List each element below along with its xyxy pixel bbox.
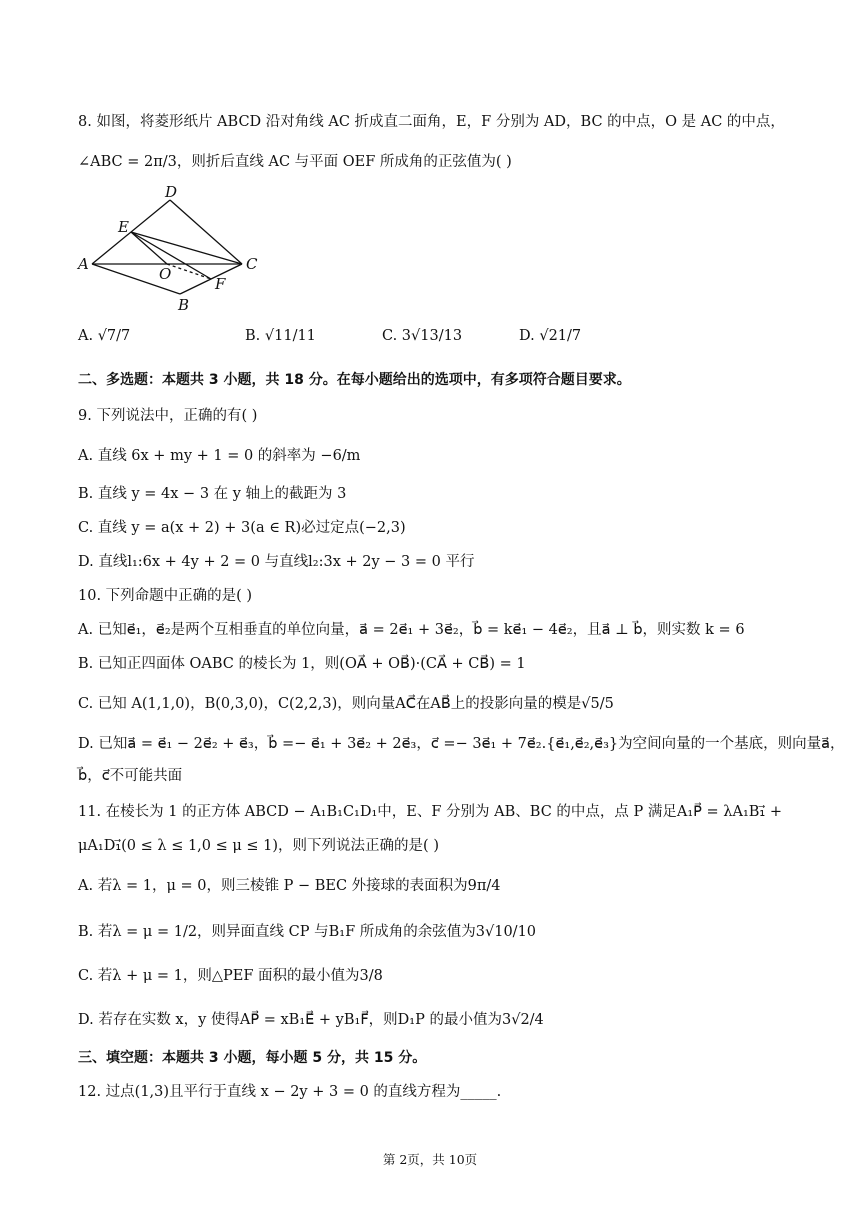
q11-option-a: A. 若λ = 1，μ = 0，则三棱锥 P − BEC 外接球的表面积为9π/4 <box>78 878 501 894</box>
edge-DC <box>170 200 242 264</box>
q9-option-d: D. 直线l₁:6x + 4y + 2 = 0 与直线l₂:3x + 2y − 3 = 0 平行 <box>78 554 475 570</box>
q8-stem-line1: 8. 如图，将菱形纸片 ABCD 沿对角线 AC 折成直二面角，E，F 分别为 AD，BC 的中点，O 是 AC 的中点， <box>78 114 785 130</box>
label-A: A <box>78 255 89 273</box>
q10-option-a: A. 已知e⃗₁，e⃗₂是两个互相垂直的单位向量，a⃗ = 2e⃗₁ + 3e⃗₂，b⃗ = ke⃗₁ − 4e⃗₂，且a⃗ ⊥ b⃗，则实数 k = 6 <box>78 622 745 638</box>
q11-option-d: D. 若存在实数 x，y 使得AP⃗ = xB₁E⃗ + yB₁F⃗，则D₁P 的最小值为3√2/4 <box>78 1012 544 1028</box>
section-3-heading: 三、填空题：本题共 3 小题，每小题 5 分，共 15 分。 <box>78 1050 427 1066</box>
label-B: B <box>178 296 190 314</box>
q10-option-c: C. 已知 A(1,1,0)，B(0,3,0)，C(2,2,3)，则向量AC⃗在AB⃗上的投影向量的模是√5/5 <box>78 696 614 712</box>
q9-option-a: A. 直线 6x + my + 1 = 0 的斜率为 −6/m <box>78 448 361 464</box>
q11-stem-line1: 11. 在棱长为 1 的正方体 ABCD − A₁B₁C₁D₁中，E、F 分别为 AB、BC 的中点，点 P 满足A₁P⃗ = λA₁B₁⃗ + <box>78 804 782 820</box>
label-D: D <box>165 183 178 201</box>
q9-option-c: C. 直线 y = a(x + 2) + 3(a ∈ R)必过定点(−2,3) <box>78 520 406 536</box>
label-E: E <box>118 218 129 236</box>
q11-option-b: B. 若λ = μ = 1/2，则异面直线 CP 与B₁F 所成角的余弦值为3√10/10 <box>78 924 537 940</box>
segment-EC <box>131 232 242 264</box>
q11-stem-line2: μA₁D₁⃗(0 ≤ λ ≤ 1,0 ≤ μ ≤ 1)，则下列说法正确的是( ) <box>78 838 439 854</box>
q8-option-b: B. √11/11 <box>245 328 316 344</box>
q10-option-b: B. 已知正四面体 OABC 的棱长为 1，则(OA⃗ + OB⃗)·(CA⃗ + CB⃗) = 1 <box>78 656 526 672</box>
q9-option-b: B. 直线 y = 4x − 3 在 y 轴上的截距为 3 <box>78 486 347 502</box>
q12-stem: 12. 过点(1,3)且平行于直线 x − 2y + 3 = 0 的直线方程为_____. <box>78 1084 502 1100</box>
q8-stem-line2: ∠ABC = 2π/3，则折后直线 AC 与平面 OEF 所成角的正弦值为( ) <box>78 154 512 170</box>
section-2-heading: 二、多选题：本题共 3 小题，共 18 分。在每小题给出的选项中，有多项符合题目要求。 <box>78 372 631 388</box>
q8-option-c: C. 3√13/13 <box>382 328 463 344</box>
q10-stem: 10. 下列命题中正确的是( ) <box>78 588 253 604</box>
q10-option-d-line1: D. 已知a⃗ = e⃗₁ − 2e⃗₂ + e⃗₃，b⃗ =− e⃗₁ + 3e⃗₂ + 2e⃗₃，c⃗ =− 3e⃗₁ + 7e⃗₂.{e⃗₁,e⃗₂,e⃗₃}为空间向量的一个基底，则向量a⃗， <box>78 736 845 752</box>
q11-option-c: C. 若λ + μ = 1，则△PEF 面积的最小值为3/8 <box>78 968 383 984</box>
label-C: C <box>246 255 258 273</box>
q9-stem: 9. 下列说法中，正确的有( ) <box>78 408 258 424</box>
rhombus-diagram <box>74 182 274 318</box>
page-footer: 第 2页，共 10页 <box>382 1152 478 1167</box>
q8-option-a: A. √7/7 <box>78 328 131 344</box>
q8-option-d: D. √21/7 <box>519 328 582 344</box>
q10-option-d-line2: b⃗，c⃗不可能共面 <box>78 768 183 784</box>
label-F: F <box>215 275 226 293</box>
label-O: O <box>159 265 172 283</box>
